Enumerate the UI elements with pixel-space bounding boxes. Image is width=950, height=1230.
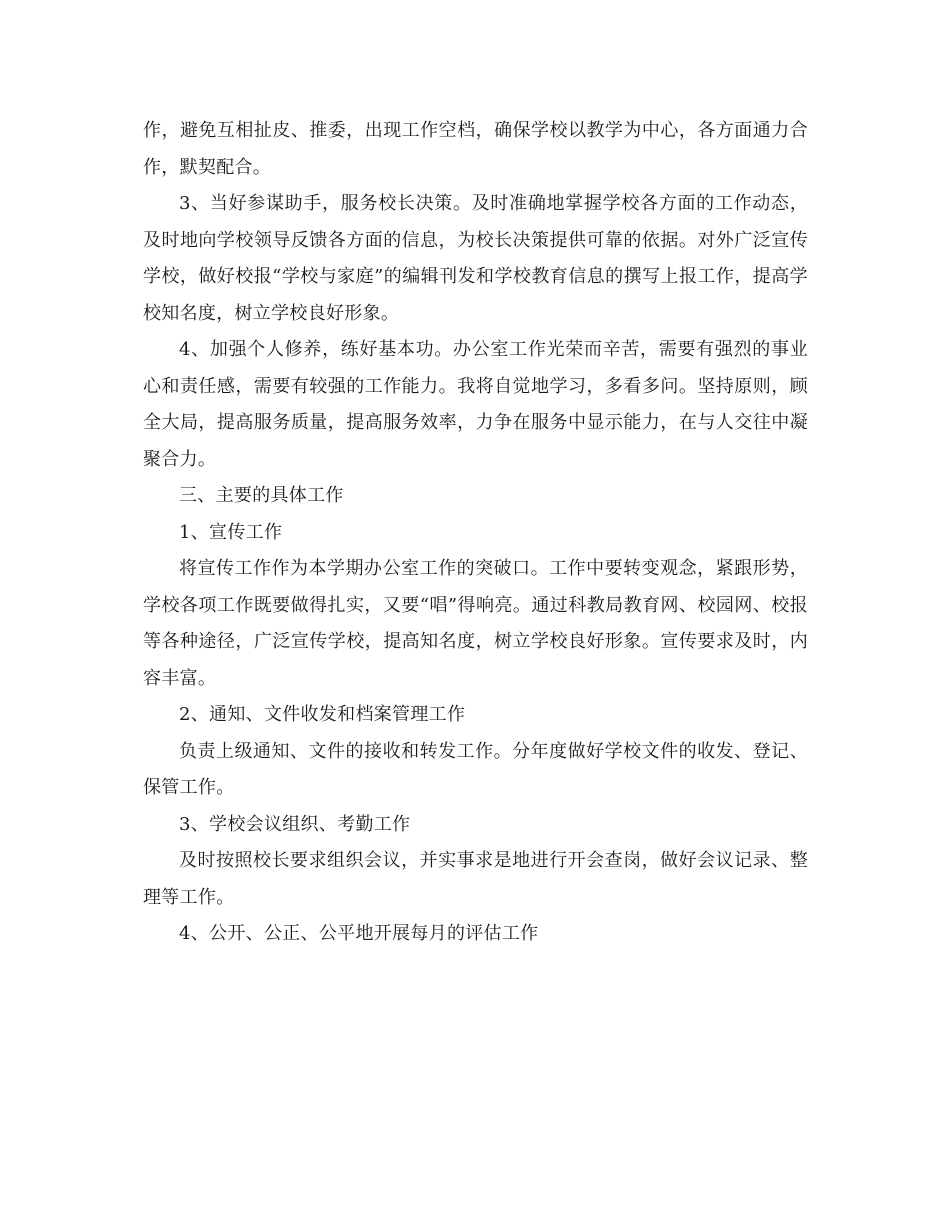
paragraph-item-3-advisor: 3、当好参谋助手，服务校长决策。及时准确地掌握学校各方面的工作动态，及时地向学校领导反馈各方面的信息，为校长决策提供可靠的依据。对外广泛宣传学校，做好校报“学校与家庭”的编辑刊发和学校教育信息的撰写上报工作，提高学校知名度，树立学校良好形象。 bbox=[143, 193, 808, 324]
subheading-documents: 2、通知、文件收发和档案管理工作 bbox=[179, 704, 466, 725]
section-heading-main-work: 三、主要的具体工作 bbox=[179, 485, 344, 506]
document-page bbox=[143, 113, 808, 953]
paragraph-publicity: 将宣传工作作为本学期办公室工作的突破口。工作中要转变观念，紧跟形势，学校各项工作既要做得扎实，又要“唱”得响亮。通过科教局教育网、校园网、校报等各种途径，广泛宣传学校，提高知名度，树立学校良好形象。宣传要求及时，内容丰富。 bbox=[143, 558, 808, 689]
paragraph-item-4-self-cultivation: 4、加强个人修养，练好基本功。办公室工作光荣而辛苦，需要有强烈的事业心和责任感，需要有较强的工作能力。我将自觉地学习，多看多问。坚持原则，顾全大局，提高服务质量，提高服务效率，力争在服务中显示能力，在与人交往中凝聚合力。 bbox=[143, 339, 808, 470]
subheading-evaluation: 4、公开、公正、公平地开展每月的评估工作 bbox=[179, 923, 539, 944]
paragraph-meetings: 及时按照校长要求组织会议，并实事求是地进行开会查岗，做好会议记录、整理等工作。 bbox=[143, 850, 808, 908]
paragraph-documents: 负责上级通知、文件的接收和转发工作。分年度做好学校文件的收发、登记、保管工作。 bbox=[143, 740, 808, 798]
subheading-publicity: 1、宣传工作 bbox=[179, 521, 283, 543]
paragraph-continuation: 作，避免互相扯皮、推委，出现工作空档，确保学校以教学为中心，各方面通力合作，默契配合。 bbox=[143, 120, 808, 178]
subheading-meetings: 3、学校会议组织、考勤工作 bbox=[179, 813, 411, 835]
